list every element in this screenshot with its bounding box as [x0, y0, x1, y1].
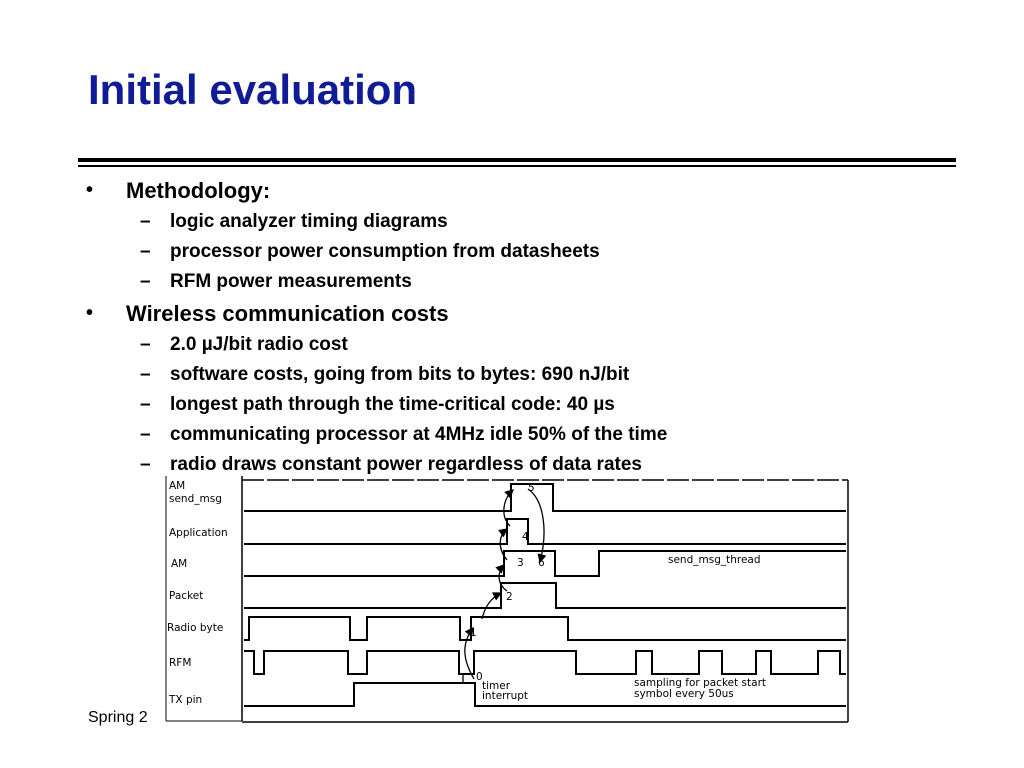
- step-label-3: 3: [517, 557, 524, 569]
- sub-bullet: [84, 207, 944, 237]
- sub-bullet-text: processor power consumption from datasheets: [170, 241, 600, 262]
- sub-bullet-text: 2.0 µJ/bit radio cost: [170, 334, 348, 355]
- sub-bullet-text: software costs, going from bits to bytes: 690 nJ/bit: [170, 364, 630, 385]
- sub-bullet: [84, 330, 944, 360]
- sub-bullet: [84, 237, 944, 267]
- signal-label-packet: Packet: [169, 590, 204, 602]
- step-label-0: 0: [476, 671, 483, 683]
- dash-marker: –: [140, 271, 151, 292]
- signal-label-am-send-msg-line2: send_msg: [169, 493, 222, 505]
- signal-label-application: Application: [169, 527, 228, 539]
- bullet-marker: •: [86, 302, 94, 324]
- dash-marker: –: [140, 424, 151, 445]
- title-divider-thick: [78, 158, 956, 162]
- sub-bullet: [84, 390, 944, 420]
- annotation-timer-line2: interrupt: [482, 690, 529, 702]
- step-label-6: 6: [538, 557, 545, 569]
- signal-label-tx-pin: TX pin: [169, 694, 203, 706]
- annotation-timer-line1: timer: [482, 680, 511, 692]
- dash-marker: –: [140, 454, 151, 475]
- sub-bullet-text: logic analyzer timing diagrams: [170, 211, 448, 232]
- step-label-5: 5: [528, 482, 535, 494]
- sub-bullet-text: radio draws constant power regardless of data rates: [170, 454, 642, 475]
- annotation-send-msg-thread: send_msg_thread: [668, 554, 761, 566]
- timing-diagram: [160, 476, 854, 726]
- bullet-methodology: [84, 174, 944, 207]
- bullet-list: [84, 174, 944, 480]
- slide-title: Initial evaluation: [88, 66, 418, 113]
- slide-footer: Spring 2: [88, 709, 148, 726]
- dash-marker: –: [140, 394, 151, 415]
- signal-label-rfm: RFM: [169, 657, 192, 669]
- step-label-2: 2: [506, 591, 513, 603]
- signal-label-radio-byte: Radio byte: [167, 622, 224, 634]
- sub-bullet: [84, 360, 944, 390]
- signal-label-am: AM: [171, 558, 188, 570]
- sub-bullet-text: RFM power measurements: [170, 271, 412, 292]
- annotation-sampling-line1: sampling for packet start: [634, 677, 767, 689]
- bullet-text: Wireless communication costs: [126, 301, 449, 326]
- step-label-1: 1: [470, 627, 477, 639]
- sub-bullet: [84, 420, 944, 450]
- title-divider-thin: [78, 165, 956, 167]
- dash-marker: –: [140, 211, 151, 232]
- bullet-wireless-costs: [84, 297, 944, 330]
- annotation-sampling-line2: symbol every 50us: [634, 688, 734, 700]
- signal-label-am-send-msg-line1: AM: [169, 480, 186, 492]
- dash-marker: –: [140, 241, 151, 262]
- bullet-text: Methodology:: [126, 178, 271, 203]
- dash-marker: –: [140, 334, 151, 355]
- sub-bullet-text: communicating processor at 4MHz idle 50% of the time: [170, 424, 668, 445]
- dash-marker: –: [140, 364, 151, 385]
- bullet-marker: •: [86, 179, 94, 201]
- step-label-4: 4: [522, 531, 529, 543]
- sub-bullet-text: longest path through the time-critical code: 40 µs: [170, 394, 615, 415]
- sub-bullet: [84, 267, 944, 297]
